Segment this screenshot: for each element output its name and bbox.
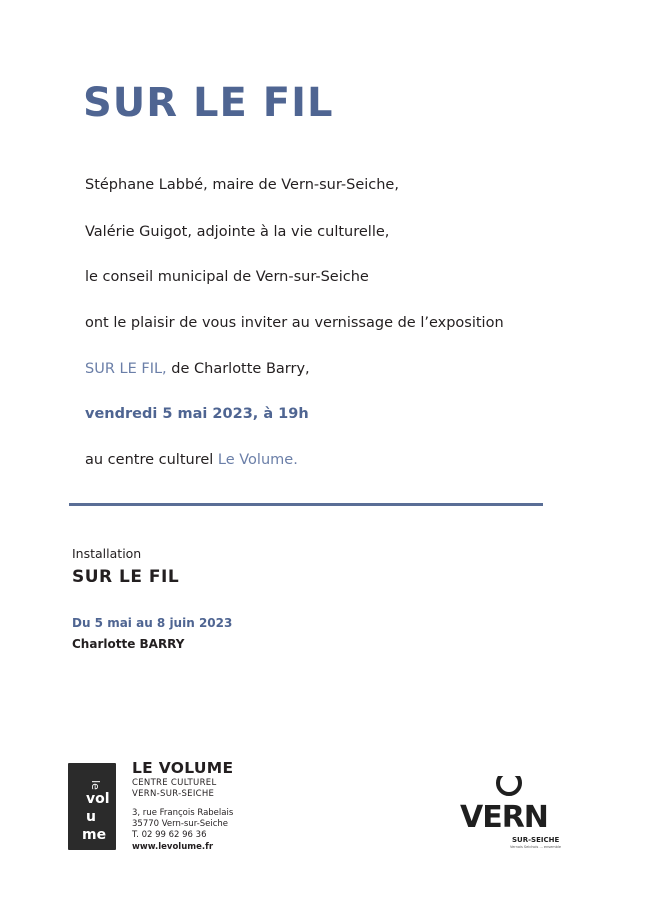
venue-city: 35770 Vern-sur-Seiche <box>132 819 229 829</box>
venue-street: 3, rue François Rabelais <box>132 808 234 818</box>
invite-line-exhibition <box>85 361 310 377</box>
svg-text:u: u <box>86 809 96 825</box>
page-title: SUR LE FIL <box>83 80 334 126</box>
venue-title: LE VOLUME <box>132 759 234 777</box>
invite-line-date: vendredi 5 mai 2023, à 19h <box>85 406 309 422</box>
vern-tagline: Vernois Seichois ... ensemble <box>510 845 562 849</box>
invite-line-deputy: Valérie Guigot, adjointe à la vie culturelle, <box>85 224 390 240</box>
venue-name-link: Le Volume. <box>217 452 298 468</box>
svg-text:le: le <box>89 780 102 790</box>
vern-subtitle: SUR-SEICHE <box>512 836 560 844</box>
installation-title: SUR LE FIL <box>72 567 180 587</box>
invite-line-mayor: Stéphane Labbé, maire de Vern-sur-Seiche, <box>85 177 399 193</box>
invite-line-council: le conseil municipal de Vern-sur-Seiche <box>85 269 369 285</box>
exhibition-artist: de Charlotte Barry, <box>166 361 310 377</box>
venue-subtitle <box>132 778 216 800</box>
installation-dates: Du 5 mai au 8 juin 2023 <box>72 616 233 630</box>
vern-wordmark: VERN <box>460 800 548 835</box>
section-divider <box>69 503 543 506</box>
le-volume-logo <box>68 763 116 850</box>
svg-text:vol: vol <box>86 791 110 807</box>
venue-subtitle-1: CENTRE CULTUREL <box>132 778 217 788</box>
venue-website[interactable]: www.levolume.fr <box>132 842 214 852</box>
venue-address <box>132 808 233 841</box>
invite-line-venue <box>85 452 298 468</box>
venue-phone: T. 02 99 62 96 36 <box>132 830 207 840</box>
venue-prefix: au centre culturel <box>85 452 218 468</box>
exhibition-name: SUR LE FIL, <box>85 361 167 377</box>
invite-line-pleasure: ont le plaisir de vous inviter au vernissage de l’exposition <box>85 315 504 331</box>
venue-subtitle-2: VERN-SUR-SEICHE <box>132 789 215 799</box>
installation-artist: Charlotte BARRY <box>72 637 185 651</box>
svg-text:me: me <box>82 827 107 843</box>
installation-kind: Installation <box>72 546 142 561</box>
